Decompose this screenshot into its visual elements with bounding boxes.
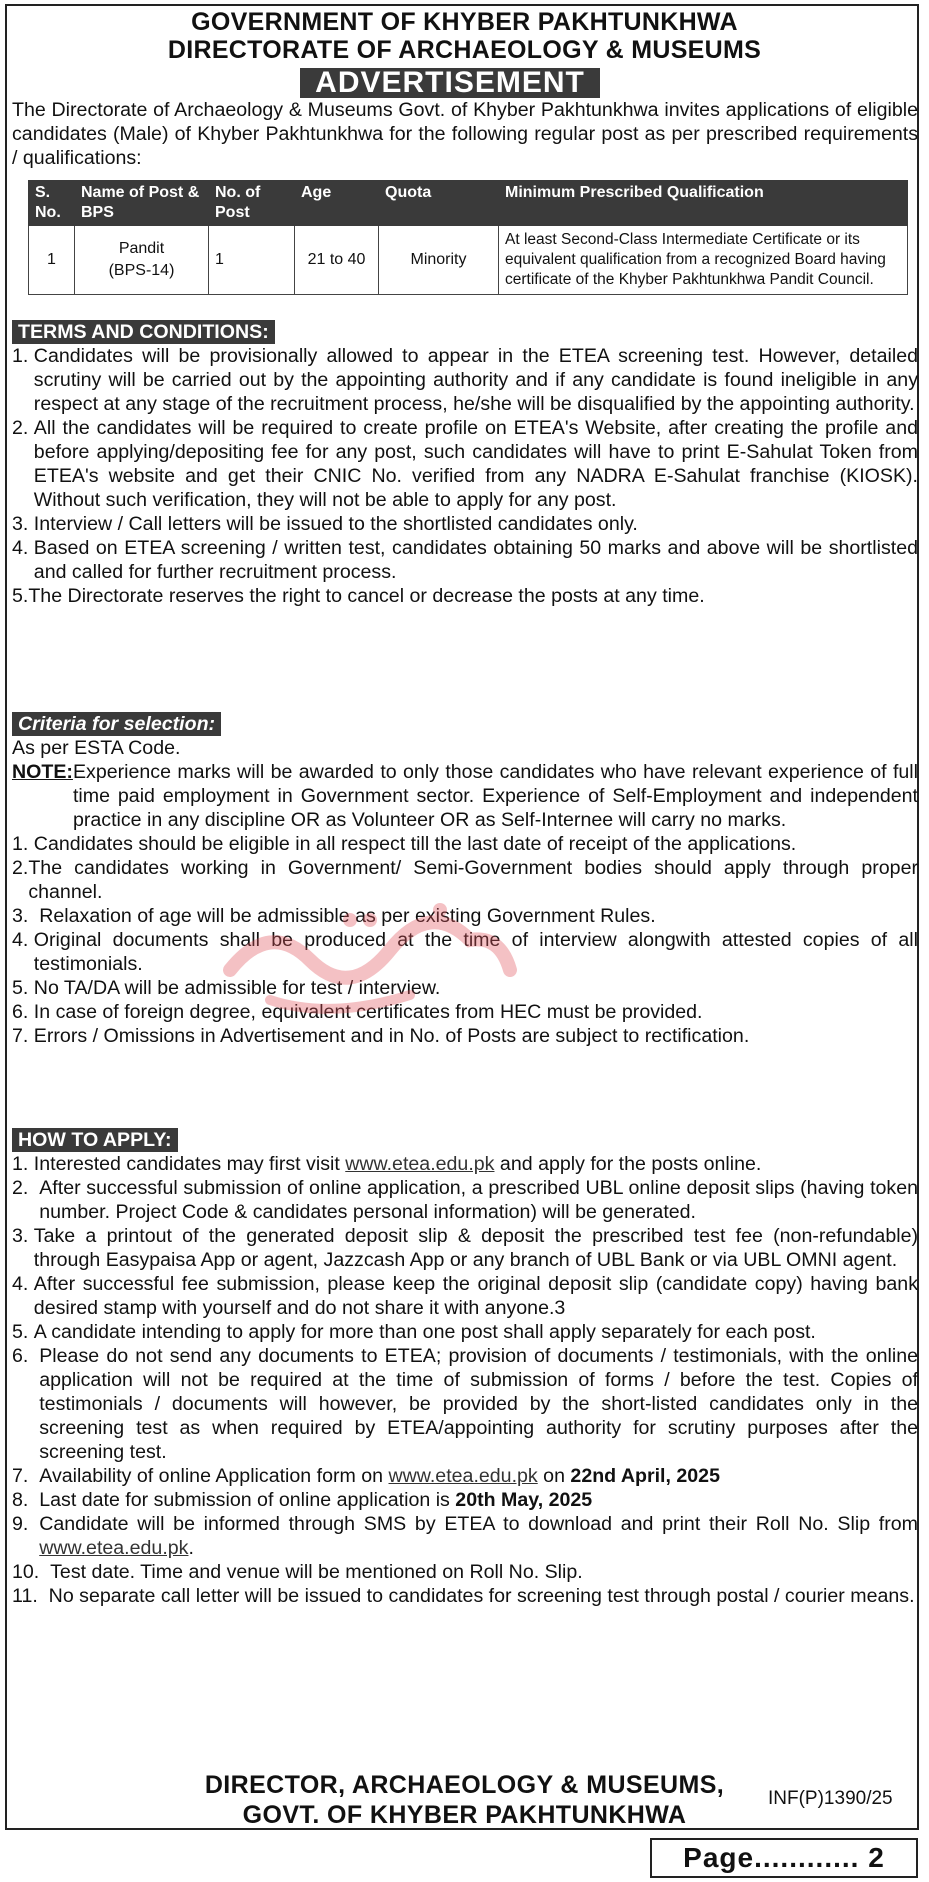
header-qualification: Minimum Prescribed Qualification [499, 181, 908, 226]
item-text: The candidates working in Government/ Semi-Government bodies should apply through proper channel. [28, 857, 918, 903]
list-item [12, 1320, 918, 1344]
list-item [12, 1560, 918, 1584]
item-number: 7. [12, 1025, 34, 1047]
cell-post [75, 226, 209, 295]
list-item [12, 904, 918, 928]
list-item [12, 584, 918, 608]
directorate-title: DIRECTORATE OF ARCHAEOLOGY & MUSEUMS [167, 36, 762, 64]
post-bps: (BPS-14) [108, 262, 175, 279]
item-text: In case of foreign degree, equivalent certificates from HEC must be provided. [33, 1001, 703, 1023]
item-text: Errors / Omissions in Advertisement and in No. of Posts are subject to rectification. [33, 1025, 750, 1047]
last-date: 20th May, 2025 [455, 1489, 593, 1511]
note-label: NOTE: [12, 761, 73, 783]
list-item [12, 1488, 918, 1512]
reference-number: INF(P)1390/25 [768, 1788, 893, 1809]
item-number: 11. [12, 1585, 49, 1607]
post-name: Pandit [118, 240, 165, 257]
govt-title: GOVERNMENT OF KHYBER PAKHTUNKHWA [191, 8, 738, 36]
list-item [12, 832, 918, 856]
header-sno: S. No. [29, 181, 75, 226]
header-quota: Quota [379, 181, 499, 226]
list-item [12, 1272, 918, 1320]
item-number: 7. [12, 1465, 40, 1487]
cell-quota: Minority [379, 226, 499, 295]
item-text: Candidates should be eligible in all respect till the last date of receipt of the applications. [33, 833, 797, 855]
etea-link[interactable]: www.etea.edu.pk [388, 1465, 538, 1487]
note-paragraph [12, 760, 918, 832]
how-to-apply-heading: HOW TO APPLY: [12, 1128, 178, 1152]
table-row [29, 226, 908, 295]
list-item [12, 1464, 918, 1488]
list-item [12, 1584, 918, 1608]
table-header-row [29, 181, 908, 226]
item-number: 4. [12, 1273, 34, 1295]
item-text: Test date. Time and venue will be mentioned on Roll No. Slip. [50, 1561, 583, 1583]
list-item [12, 1176, 918, 1224]
item-text: Take a printout of the generated deposit slip & deposit the prescribed test fee (non-refundable) through Easypaisa App or agent, Jazzcash App or any branch of UBL Bank or via UBL OMNI agent. [33, 1225, 918, 1271]
cell-count: 1 [209, 226, 295, 295]
item-number: 3. [12, 1225, 34, 1247]
cell-qualification: At least Second-Class Intermediate Certificate or its equivalent qualification from a recognized Board having certificate of the Khyber Pakhtunkhwa Pandit Council. [499, 226, 908, 295]
item-number: 2. [12, 857, 29, 879]
list-item [12, 1000, 918, 1024]
terms-heading: TERMS AND CONDITIONS: [12, 320, 275, 344]
item-text: Please do not send any documents to ETEA; provision of documents / testimonials, with the online application will not be required at the time of submission of forms / before the test. Copies of testimonials / documents will however, be provided by the short-listed candidates only in the screening test as when required by ETEA/appointing authority for scrutiny purposes after the screening test. [39, 1345, 918, 1463]
intro-paragraph: The Directorate of Archaeology & Museums Govt. of Khyber Pakhtunkhwa invites applications of eligible candidates (Male) of Khyber Pakhtunkhwa for the following regular post as per prescribed requirements / qualifications: [12, 99, 918, 169]
list-item [12, 536, 918, 584]
apply-list [12, 1152, 918, 1608]
posts-table [28, 180, 908, 295]
item-text: Candidates will be provisionally allowed to appear in the ETEA screening test. However, detailed scrutiny will be carried out by the appointing authority and if any candidate is found ineligible in any respect at any stage of the recruitment process, he/she will be disqualified by the appointing authority. [33, 345, 918, 415]
item-text: A candidate intending to apply for more than one post shall apply separately for each post. [33, 1321, 816, 1343]
item-number: 1. [12, 345, 34, 367]
list-item [12, 1512, 918, 1560]
item-number: 8. [12, 1489, 40, 1511]
item-number: 5. [12, 977, 34, 999]
criteria-heading: Criteria for selection: [12, 712, 221, 736]
item-number: 4. [12, 929, 34, 951]
item-number: 6. [12, 1345, 40, 1367]
list-item [12, 1224, 918, 1272]
list-item [12, 416, 918, 512]
list-item [12, 1344, 918, 1464]
item-number: 3. [12, 513, 34, 535]
esta-code: As per ESTA Code. [12, 737, 181, 759]
item-text: Original documents shall be produced at the time of interview alongwith attested copies of all testimonials. [33, 929, 918, 975]
cell-age: 21 to 40 [295, 226, 379, 295]
director-signature-line1: DIRECTOR, ARCHAEOLOGY & MUSEUMS, [204, 1771, 725, 1799]
item-text: The Directorate reserves the right to cancel or decrease the posts at any time. [28, 585, 705, 607]
item-number: 4. [12, 537, 34, 559]
header-age: Age [295, 181, 379, 226]
item-text: Interested candidates may first visit www.etea.edu.pk and apply for the posts online. [33, 1153, 762, 1175]
note-text: Experience marks will be awarded to only those candidates who have relevant experience of full time paid employment in Government sector. Experience of Self-Employment and independent practice in any discipline OR as Volunteer OR as Self-Internee will carry no marks. [72, 761, 918, 831]
item-number: 6. [12, 1001, 34, 1023]
item-number: 1. [12, 1153, 34, 1175]
item-text: Based on ETEA screening / written test, candidates obtaining 50 marks and above will be shortlisted and called for further recruitment process. [33, 537, 918, 583]
item-number: 1. [12, 833, 34, 855]
item-number: 2. [12, 417, 34, 439]
terms-list [12, 344, 918, 608]
director-signature-line2: GOVT. OF KHYBER PAKHTUNKHWA [242, 1801, 687, 1829]
page-number: Page............ 2 [650, 1838, 918, 1878]
item-text: Relaxation of age will be admissible as per existing Government Rules. [39, 905, 656, 927]
item-text: No separate call letter will be issued to candidates for screening test through postal / courier means. [48, 1585, 915, 1607]
list-item [12, 856, 918, 904]
item-number: 10. [12, 1561, 51, 1583]
item-number: 9. [12, 1513, 40, 1535]
item-text: All the candidates will be required to create profile on ETEA's Website, after creating the profile and before applying/depositing fee for any post, such candidates will have to print E-Sahulat Token from ETEA's website and get their CNIC No. verified from any NADRA E-Sahulat franchise (KIOSK). Without such verification, they will not be able to apply for any post. [33, 417, 918, 511]
advertisement-banner: ADVERTISEMENT [300, 68, 600, 98]
item-text: No TA/DA will be admissible for test / interview. [33, 977, 441, 999]
item-text: Last date for submission of online application is 20th May, 2025 [39, 1489, 593, 1511]
header-count: No. of Post [209, 181, 295, 226]
item-number: 2. [12, 1177, 40, 1199]
item-text: Availability of online Application form on www.etea.edu.pk on 22nd April, 2025 [39, 1465, 720, 1487]
cell-sno: 1 [29, 226, 75, 295]
item-text: Interview / Call letters will be issued to the shortlisted candidates only. [33, 513, 638, 535]
list-item [12, 344, 918, 416]
item-number: 5. [12, 1321, 34, 1343]
list-item [12, 1024, 918, 1048]
item-number: 3. [12, 905, 40, 927]
header-post: Name of Post & BPS [75, 181, 209, 226]
list-item [12, 512, 918, 536]
item-text: After successful submission of online application, a prescribed UBL online deposit slips (having token number. Project Code & candidates personal information) will be generated. [39, 1177, 918, 1223]
item-text: After successful fee submission, please keep the original deposit slip (candidate copy) having bank desired stamp with yourself and do not share it with anyone.3 [33, 1273, 918, 1319]
etea-link[interactable]: www.etea.edu.pk [345, 1153, 495, 1175]
availability-date: 22nd April, 2025 [570, 1465, 720, 1487]
list-item [12, 1152, 918, 1176]
list-item [12, 976, 918, 1000]
list-item [12, 928, 918, 976]
item-text: Candidate will be informed through SMS by ETEA to download and print their Roll No. Slip from www.etea.edu.pk. [39, 1513, 918, 1559]
criteria-section [12, 736, 918, 1048]
etea-link[interactable]: www.etea.edu.pk [39, 1537, 189, 1559]
item-number: 5. [12, 585, 29, 607]
